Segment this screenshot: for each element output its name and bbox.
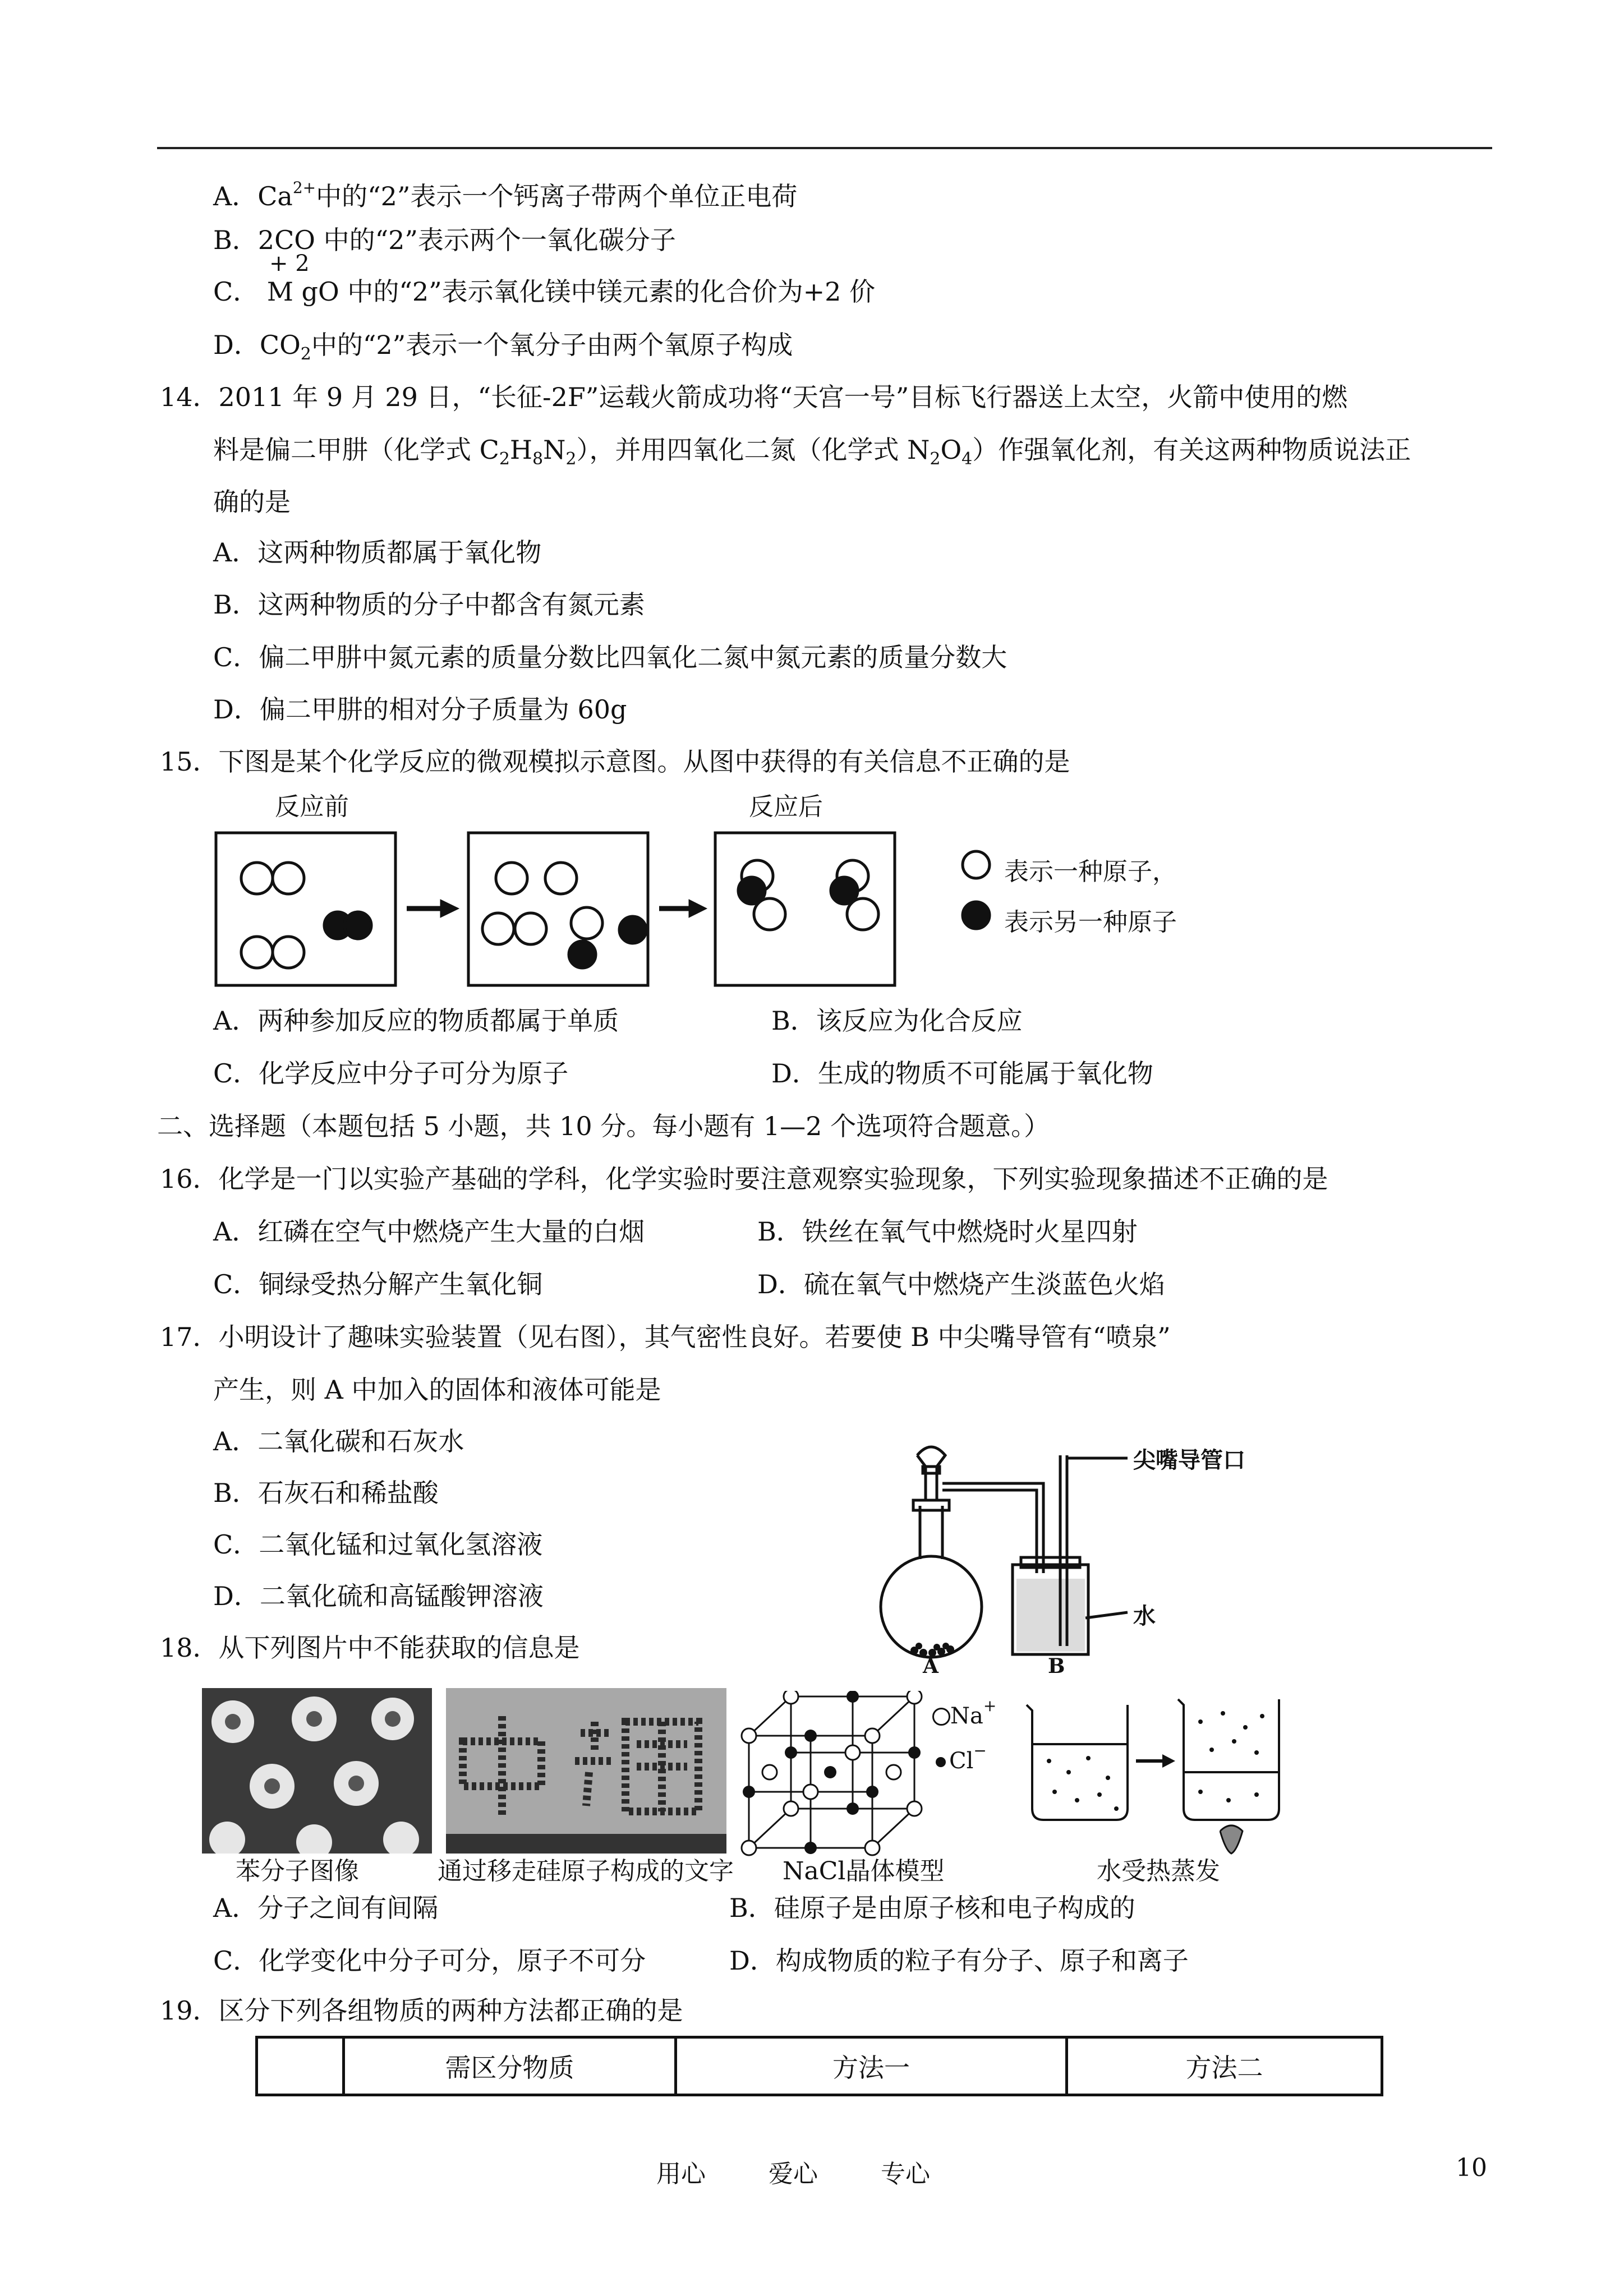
q14-option-b: B．这两种物质的分子中都含有氮元素 — [213, 589, 645, 620]
q17-stem-line2: 产生，则 A 中加入的固体和液体可能是 — [213, 1375, 661, 1405]
section-heading: 二、选择题（本题包括 5 小题，共 10 分。每小题有 1—2 个选项符合题意。） — [157, 1111, 1050, 1141]
label-bottle-b: B — [1048, 1654, 1065, 1678]
header-cell-substances: 需区分物质 — [344, 2037, 676, 2095]
q16-option-d: D．硫在氧气中燃烧产生淡蓝色火焰 — [757, 1269, 1165, 1299]
q13-option-b: B．2CO 中的“2”表示两个一氧化碳分子 — [213, 225, 676, 255]
q16-option-b: B．铁丝在氧气中燃烧时火星四射 — [757, 1216, 1138, 1247]
q18-option-c: C．化学变化中分子可分，原子不可分 — [213, 1945, 646, 1976]
q17-option-a: A．二氧化碳和石灰水 — [213, 1426, 464, 1456]
q18-option-a: A．分子之间有间隔 — [213, 1893, 439, 1923]
legend-white-atom: 表示一种原子， — [1004, 857, 1177, 886]
q16-option-c: C．铜绿受热分解产生氧化铜 — [213, 1269, 543, 1299]
header-rule — [157, 147, 1492, 149]
label-before: 反应前 — [275, 792, 349, 821]
q15-stem: 15．下图是某个化学反应的微观模拟示意图。从图中获得的有关信息不正确的是 — [160, 746, 1070, 777]
caption-nacl: NaCl晶体模型 — [783, 1857, 945, 1885]
nacl-crystal-model — [738, 1691, 956, 1856]
q18-option-b: B．硅原子是由原子核和电子构成的 — [729, 1893, 1135, 1923]
legend-na: Na+ — [932, 1696, 996, 1729]
legend-cl: Cl− — [932, 1741, 987, 1774]
header-cell-index — [257, 2037, 344, 2095]
q14-option-a: A．这两种物质都属于氧化物 — [213, 537, 542, 568]
q13-option-d: D．$CO_2$中的“2”表示一个氧分子由两个氧原子构成 — [213, 330, 793, 364]
label-after: 反应后 — [749, 792, 823, 821]
q17-option-b: B．石灰石和稀盐酸 — [213, 1478, 439, 1508]
q14-option-d: D．偏二甲肼的相对分子质量为 60g — [213, 694, 627, 725]
q15-option-a: A．两种参加反应的物质都属于单质 — [213, 1006, 619, 1036]
label-water: 水 — [1133, 1603, 1156, 1629]
table-header-row — [257, 2037, 1382, 2095]
header-cell-method2: 方法二 — [1067, 2037, 1382, 2095]
footer-motto-1: 用心 — [656, 2160, 706, 2188]
q17-option-d: D．二氧化硫和高锰酸钾溶液 — [213, 1581, 544, 1611]
q17-option-c: C．二氧化锰和过氧化氢溶液 — [213, 1529, 543, 1560]
caption-evaporation: 水受热蒸发 — [1097, 1857, 1220, 1885]
q14-stem-line1: 14．2011 年 9 月 29 日，“长征-2F”运载火箭成功将“天宫一号”目标飞行器送上太空，火箭中使用的燃 — [160, 382, 1348, 412]
page-number: 10 — [1456, 2154, 1487, 2182]
label-nozzle: 尖嘴导管口 — [1133, 1447, 1245, 1473]
q16-stem: 16．化学是一门以实验产基础的学科，化学实验时要注意观察实验现象，下列实验现象描述不正确的是 — [160, 1164, 1328, 1194]
header-cell-method1: 方法一 — [676, 2037, 1067, 2095]
caption-silicon-text: 通过移走硅原子构成的文字 — [438, 1857, 734, 1885]
valence-mark: + 2 — [269, 251, 310, 276]
legend-black-atom: 表示另一种原子 — [1004, 908, 1177, 937]
q16-option-a: A．红磷在空气中燃烧产生大量的白烟 — [213, 1216, 645, 1247]
water-evaporation-image — [1021, 1688, 1290, 1856]
q14-option-c: C．偏二甲肼中氮元素的质量分数比四氧化二氮中氮元素的质量分数大 — [213, 642, 1007, 672]
q17-stem-line1: 17．小明设计了趣味实验装置（见右图），其气密性良好。若要使 B 中尖嘴导管有“喷泉” — [160, 1322, 1171, 1352]
q13-option-a: A．$Ca^{2+}$中的“2”表示一个钙离子带两个单位正电荷 — [213, 178, 798, 211]
footer-motto-2: 爱心 — [769, 2160, 818, 2188]
q15-option-c: C．化学反应中分子可分为原子 — [213, 1058, 569, 1089]
label-flask-a: A — [923, 1654, 938, 1678]
q13-option-c: C． M gO 中的“2”表示氧化镁中镁元素的化合价为+2 价 — [213, 276, 876, 307]
q19-stem: 19．区分下列各组物质的两种方法都正确的是 — [160, 1995, 683, 2026]
q14-stem-line3: 确的是 — [213, 487, 291, 517]
q14-stem-line2: 料是偏二甲肼（化学式 $C_2H_8N_2$），并用四氧化二氮（化学式 $N_2O_4$）作强氧化剂，有关这两种物质说法正 — [213, 435, 1411, 469]
benzene-image — [202, 1688, 432, 1854]
box-middle — [468, 833, 648, 985]
box-before — [216, 833, 395, 985]
q18-option-d: D．构成物质的粒子有分子、原子和离子 — [729, 1945, 1189, 1976]
q18-stem: 18．从下列图片中不能获取的信息是 — [160, 1633, 580, 1663]
footer-motto-3: 专心 — [881, 2160, 930, 2188]
q19-table — [255, 2036, 1383, 2096]
silicon-text-image — [446, 1688, 726, 1854]
q15-option-d: D．生成的物质不可能属于氧化物 — [771, 1058, 1153, 1089]
caption-benzene: 苯分子图像 — [236, 1857, 359, 1885]
q15-option-b: B．该反应为化合反应 — [771, 1006, 1023, 1036]
